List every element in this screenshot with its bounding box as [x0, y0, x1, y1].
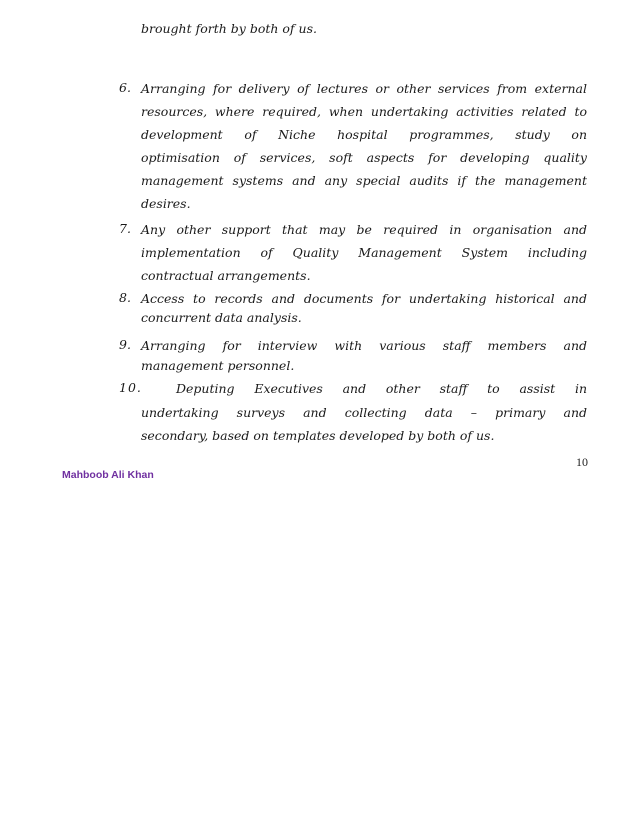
- footer-author: Mahboob Ali Khan: [62, 469, 154, 481]
- list-line: optimisation of services, soft aspects for developing quality: [141, 150, 587, 165]
- list-line: implementation of Quality Management System including: [141, 245, 587, 260]
- list-line: secondary, based on templates developed by both of us.: [141, 428, 495, 443]
- list-number: 6.: [119, 80, 131, 95]
- list-line: Access to records and documents for undertaking historical and: [141, 291, 587, 306]
- list-line: Deputing Executives and other staff to assist in: [176, 381, 587, 396]
- list-line: management systems and any special audits if the management: [141, 173, 587, 188]
- list-line: desires.: [141, 196, 191, 211]
- list-line: resources, where required, when undertaking activities related to: [141, 104, 587, 119]
- list-line: contractual arrangements.: [141, 268, 311, 283]
- list-line: concurrent data analysis.: [141, 310, 302, 325]
- list-number: 8.: [119, 290, 131, 305]
- list-line: undertaking surveys and collecting data – primary and: [141, 405, 587, 420]
- list-number: 9.: [119, 337, 131, 352]
- list-line: Any other support that may be required in organisation and: [141, 222, 587, 237]
- continuation-line: brought forth by both of us.: [141, 21, 317, 36]
- list-line: Arranging for delivery of lectures or other services from external: [141, 81, 587, 96]
- page-number: 10: [576, 455, 588, 469]
- list-number: 10.: [119, 380, 142, 395]
- list-number: 7.: [119, 221, 131, 236]
- list-line: Arranging for interview with various staff members and: [141, 338, 587, 353]
- list-line: development of Niche hospital programmes, study on: [141, 127, 587, 142]
- list-line: management personnel.: [141, 358, 295, 373]
